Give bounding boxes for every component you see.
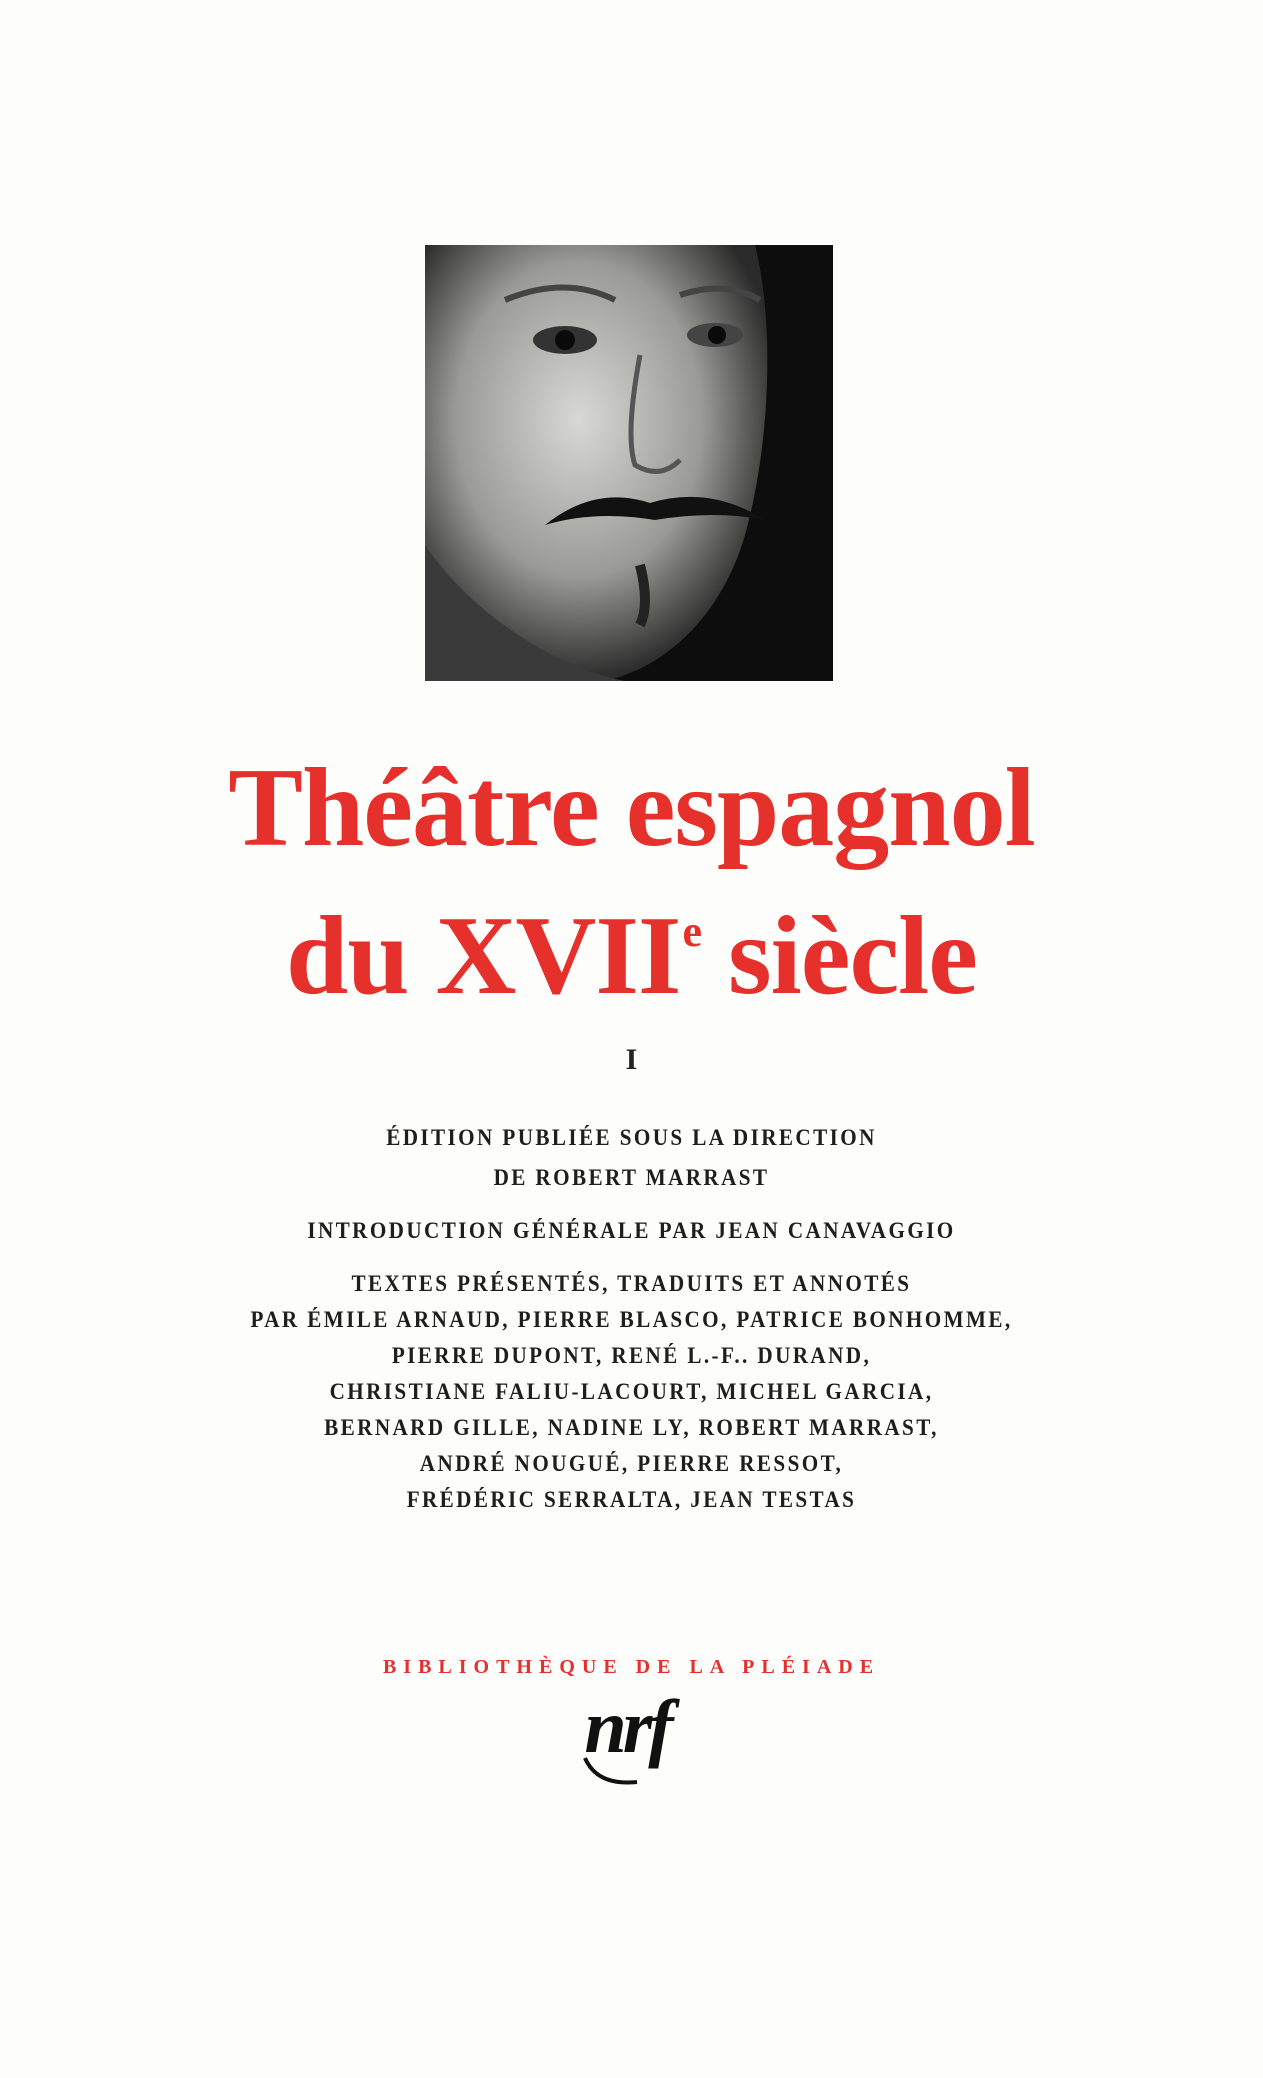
direction-line-2: DE ROBERT MARRAST (493, 1165, 770, 1190)
contributors-line: BERNARD GILLE, NADINE LY, ROBERT MARRAST, (324, 1415, 939, 1440)
contributors-line: FRÉDÉRIC SERRALTA, JEAN TESTAS (406, 1487, 857, 1512)
direction-line-1: ÉDITION PUBLIÉE SOUS LA DIRECTION (386, 1125, 877, 1150)
introduction-credit: INTRODUCTION GÉNÉRALE PAR JEAN CANAVAGGIO (307, 1218, 956, 1243)
book-title-line-1: Théâtre espagnol (228, 746, 1035, 870)
nrf-logo (0, 1690, 1263, 1795)
contributors-line: TEXTES PRÉSENTÉS, TRADUITS ET ANNOTÉS (351, 1271, 912, 1296)
title-siecle-text: siècle (701, 894, 977, 1018)
contributors-line: CHRISTIANE FALIU-LACOURT, MICHEL GARCIA, (329, 1379, 934, 1404)
contributors-line: PIERRE DUPONT, RENÉ L.-F.. DURAND, (391, 1343, 872, 1368)
contributors-line: PAR ÉMILE ARNAUD, PIERRE BLASCO, PATRICE BONHOMME, (250, 1307, 1013, 1332)
title-superscript: e (682, 907, 702, 956)
book-title-line-2 (0, 894, 1263, 1018)
svg-text:nrf: nrf (583, 1690, 670, 1769)
volume-number: I (625, 1043, 638, 1076)
author-portrait (425, 245, 833, 681)
contributors-line: ANDRÉ NOUGUÉ, PIERRE RESSOT, (419, 1451, 844, 1476)
series-name: BIBLIOTHÈQUE DE LA PLÉIADE (382, 1656, 881, 1678)
title-century-text: du XVII (286, 894, 681, 1018)
